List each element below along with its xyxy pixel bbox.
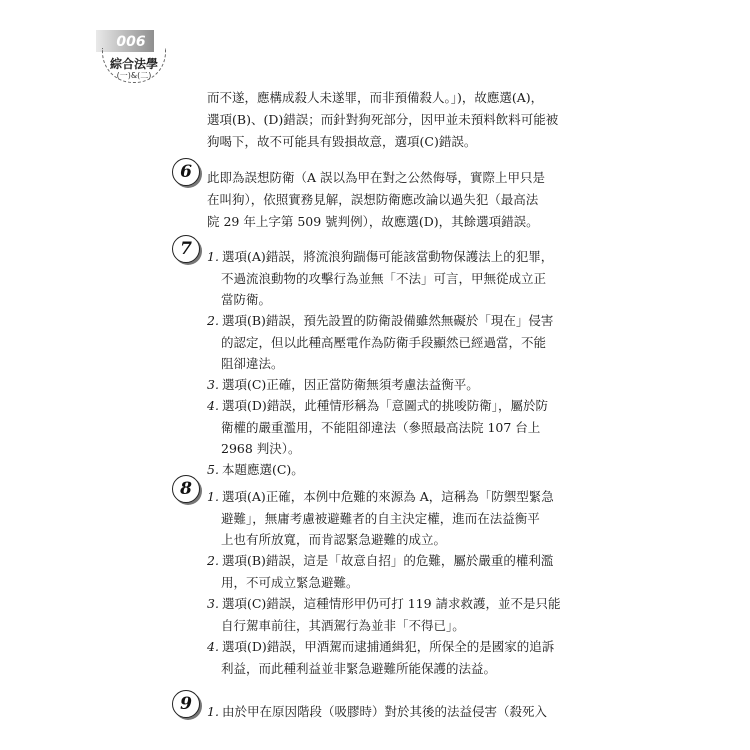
item-text: 由於甲在原因階段（吸膠時）對於其後的法益侵害（殺死入 [221, 704, 547, 719]
item-text: 避難」，無庸考慮被避難者的自主決定權，進而在法益衡平 [221, 511, 540, 526]
item-text: 選項(A)正確，本例中危難的來源為 A，這稱為「防禦型緊急 [221, 489, 554, 504]
item-text: 本題應選(C)。 [221, 462, 304, 477]
item-number: 3. [207, 596, 219, 611]
item-text: 阻卻違法。 [221, 356, 284, 371]
item-text: 選項(B)錯誤，預先設置的防衛設備雖然無礙於「現在」侵害 [221, 313, 554, 328]
answer-number-badge: 9 [172, 690, 200, 718]
continuation-line: 選項(B)、(D)錯誤；而針對狗死部分，因甲並未預料飲料可能被 [207, 112, 559, 127]
answer-line: 此即為誤想防衛（A 誤以為甲在對之公然侮辱，實際上甲只是 [207, 170, 546, 185]
item-text: 選項(D)錯誤，此種情形稱為「意圖式的挑唆防衛」，屬於防 [221, 398, 548, 413]
list-item [207, 488, 554, 506]
item-text: 選項(A)錯誤，將流浪狗踹傷可能該當動物保護法上的犯罪， [221, 249, 554, 264]
list-item [207, 595, 561, 613]
list-item [207, 638, 554, 656]
answer-number-badge: 8 [172, 475, 200, 503]
list-item [207, 703, 547, 721]
item-number: 2. [207, 553, 219, 568]
answer-line: 院 29 年上字第 509 號判例），故應選(D)，其餘選項錯誤。 [207, 214, 539, 229]
item-text: 用，不可成立緊急避難。 [221, 575, 359, 590]
book-subtitle: (一)&(二) [116, 71, 152, 80]
item-number: 1. [207, 704, 219, 719]
list-item [207, 312, 553, 330]
item-number: 2. [207, 313, 219, 328]
list-item [207, 397, 548, 415]
answer-line: 在叫狗），依照實務見解，誤想防衛應改論以過失犯（最高法 [207, 192, 539, 207]
answer-number-badge: 7 [172, 235, 200, 263]
page-number: 006 [116, 34, 146, 50]
item-text: 的認定，但以此種高壓電作為防衛手段顯然已經過當，不能 [221, 335, 547, 350]
item-text: 選項(D)錯誤，甲酒駕而逮捕通緝犯，所保全的是國家的追訴 [221, 639, 555, 654]
item-text: 自行駕車前往，其酒駕行為並非「不得已」。 [221, 618, 465, 633]
item-number: 4. [207, 398, 219, 413]
item-text: 選項(C)正確，因正當防衛無須考慮法益衡平。 [221, 377, 479, 392]
continuation-line: 而不遂，應構成殺人未遂罪，而非預備殺人。」)，故應選(A)， [207, 90, 544, 105]
item-number: 5. [207, 462, 219, 477]
item-text: 選項(B)錯誤，這是「故意自招」的危難，屬於嚴重的權利濫 [221, 553, 554, 568]
item-text: 利益，而此種利益並非緊急避難所能保護的法益。 [221, 661, 497, 676]
continuation-line: 狗喝下，故不可能具有毀損故意，選項(C)錯誤。 [207, 134, 477, 149]
book-title: 綜合法學 [109, 57, 158, 71]
list-item [207, 376, 479, 394]
item-number: 1. [207, 489, 219, 504]
list-item [207, 552, 553, 570]
item-text: 衛權的嚴重濫用，不能阻卻違法（參照最高法院 107 台上 [221, 420, 541, 435]
item-number: 1. [207, 249, 219, 264]
answer-number-badge: 6 [172, 158, 200, 186]
item-number: 4. [207, 639, 219, 654]
item-number: 3. [207, 377, 219, 392]
item-text: 2968 判決）。 [221, 441, 301, 456]
list-item [207, 461, 304, 479]
item-text: 選項(C)錯誤，這種情形甲仍可打 119 請求救護，並不是只能 [221, 596, 561, 611]
item-text: 上也有所放寬，而肯認緊急避難的成立。 [221, 532, 447, 547]
list-item [207, 248, 553, 266]
item-text: 當防衛。 [221, 292, 272, 307]
item-text: 不過流浪動物的攻擊行為並無「不法」可言，甲無從成立正 [221, 271, 547, 286]
